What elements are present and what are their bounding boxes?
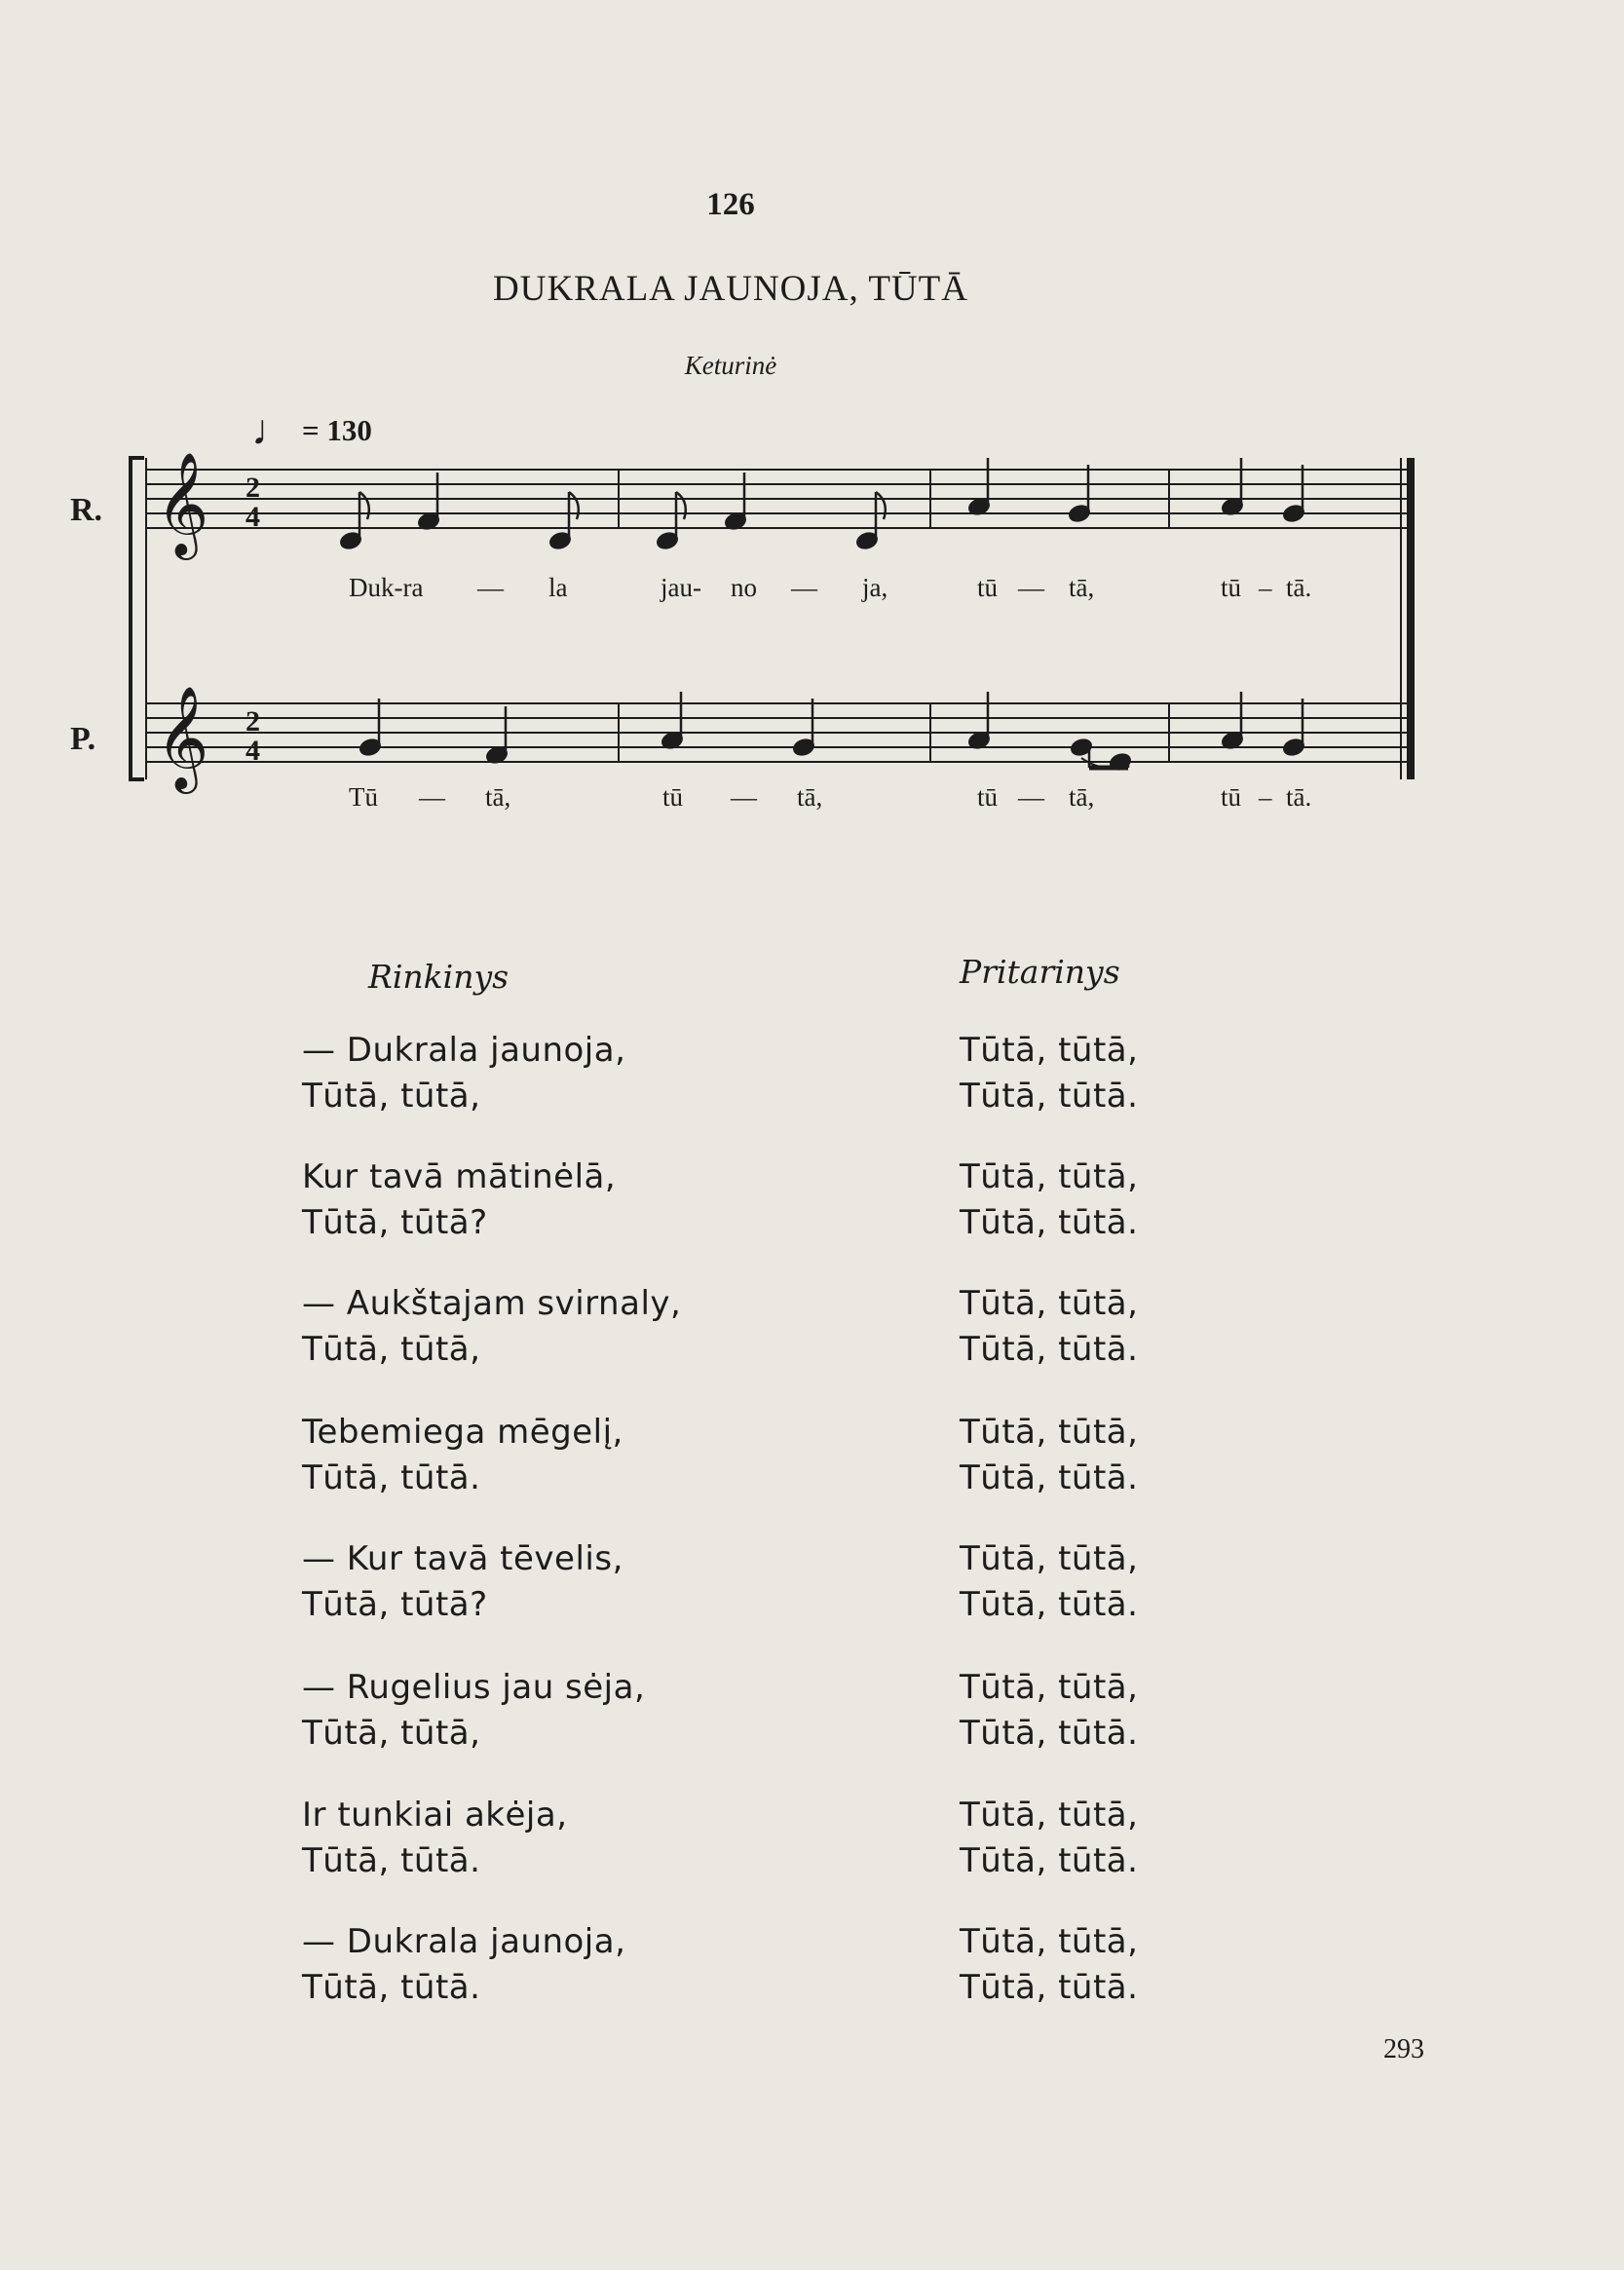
stanza-right-line: Tūtā, tūtā. — [960, 1968, 1139, 2007]
column-heading-rinkinys: Rinkinys — [368, 958, 510, 996]
time-sig-top-p: 2 — [245, 705, 260, 738]
stanza-right-line: Tūtā, tūtā. — [960, 1330, 1139, 1369]
lyric-dash: – — [1259, 573, 1272, 602]
stanza-right-line: Tūtā, tūtā, — [960, 1796, 1139, 1835]
lyric-dash: – — [1259, 782, 1272, 812]
stanza-right-line: Tūtā, tūtā. — [960, 1714, 1139, 1753]
barlines — [619, 458, 1401, 779]
stanza-right-line: Tūtā, tūtā, — [960, 1922, 1139, 1961]
stanza-right-line: Tūtā, tūtā. — [960, 1841, 1139, 1880]
stanza-left-line: — Dukrala jaunoja, — [302, 1031, 626, 1070]
note — [548, 492, 579, 550]
note — [656, 492, 686, 550]
stanza-left-line: Tūtā, tūtā, — [302, 1330, 481, 1369]
lyric-syllable: tā, — [1069, 573, 1095, 602]
stanza-left-line: Tūtā, tūtā? — [302, 1203, 488, 1242]
lyric-syllable: tū — [1221, 573, 1242, 602]
stanza-right-line: Tūtā, tūtā. — [960, 1077, 1139, 1116]
stanza-right-line: Tūtā, tūtā, — [960, 1413, 1139, 1452]
stanza-left-line: Tūtā, tūtā? — [302, 1585, 488, 1624]
stanza-right-line: Tūtā, tūtā, — [960, 1157, 1139, 1196]
stanza-right-line: Tūtā, tūtā. — [960, 1203, 1139, 1242]
note — [792, 699, 815, 757]
lyric-syllable: ja, — [862, 573, 888, 602]
stanza-right-line: Tūtā, tūtā, — [960, 1284, 1139, 1323]
stanza-right-line: Tūtā, tūtā. — [960, 1458, 1139, 1497]
lyric-syllable: tā, — [1069, 782, 1095, 812]
note — [967, 692, 991, 750]
note — [417, 473, 440, 531]
stanza-left-line: Tūtā, tūtā, — [302, 1714, 481, 1753]
lyric-syllable: tā, — [797, 782, 823, 812]
note — [855, 492, 886, 550]
note — [359, 699, 382, 757]
song-subtitle: Keturinė — [684, 351, 777, 380]
treble-clef-icon-r: 𝄞 — [156, 451, 209, 555]
lyric-dash: — — [419, 782, 445, 812]
lyric-syllable: no — [731, 573, 757, 602]
lyric-syllable: la — [548, 573, 568, 602]
part-label-p: P. — [70, 721, 96, 757]
note — [485, 706, 509, 765]
note — [1068, 465, 1091, 523]
page-number: 293 — [1383, 2034, 1424, 2064]
lyric-dash: — — [731, 782, 757, 812]
lyric-dash: — — [1018, 782, 1044, 812]
lyric-dash: — — [1018, 573, 1044, 602]
part-label-r: R. — [70, 492, 103, 528]
column-heading-pritarinys: Pritarinys — [960, 953, 1120, 991]
lyric-syllable: tū — [977, 573, 999, 602]
music-score — [0, 0, 1624, 877]
lyric-syllable: tū — [977, 782, 999, 812]
lyric-syllable: Tū — [349, 782, 378, 812]
stanza-left-line: Tūtā, tūtā. — [302, 1841, 481, 1880]
quarter-note-icon: ♩ — [251, 406, 294, 454]
note — [1221, 458, 1244, 516]
stanza-left-line: Tūtā, tūtā, — [302, 1077, 481, 1116]
song-title: DUKRALA JAUNOJA, TŪTĀ — [493, 269, 968, 309]
treble-clef-icon-p: 𝄞 — [156, 685, 209, 789]
note — [967, 458, 991, 516]
lyric-syllable: tū — [1221, 782, 1242, 812]
note — [661, 692, 684, 750]
stanza-left-line: Tebemiega mēgelį, — [302, 1413, 623, 1452]
stanza-right-line: Tūtā, tūtā, — [960, 1031, 1139, 1070]
time-sig-bottom-p: 4 — [245, 735, 260, 767]
note — [339, 492, 369, 550]
time-sig-bottom-r: 4 — [245, 501, 260, 533]
lyric-syllable: jau- — [661, 573, 701, 602]
stanza-right-line: Tūtā, tūtā, — [960, 1539, 1139, 1578]
song-number: 126 — [706, 187, 755, 222]
stanza-right-line: Tūtā, tūtā, — [960, 1668, 1139, 1707]
lyric-syllable: tā. — [1286, 573, 1312, 602]
stanza-left-line: — Kur tavā tēvelis, — [302, 1539, 623, 1578]
lyric-syllable: tū — [662, 782, 684, 812]
stanza-left-line: Kur tavā mātinėlā, — [302, 1157, 617, 1196]
stanza-left-line: Tūtā, tūtā. — [302, 1458, 481, 1497]
tempo-value: = 130 — [302, 413, 372, 447]
notes-r — [339, 458, 1305, 550]
staff-r — [146, 470, 1413, 528]
note — [1221, 692, 1244, 750]
lyric-syllable: Duk-ra — [349, 573, 424, 602]
lyric-syllable: tā, — [485, 782, 511, 812]
note — [724, 473, 747, 531]
staff-p — [146, 703, 1413, 762]
stanza-left-line: — Aukštajam svirnaly, — [302, 1284, 682, 1323]
note — [1282, 699, 1305, 757]
stanza-left-line: Ir tunkiai akėja, — [302, 1796, 568, 1835]
stanza-left-line: — Rugelius jau sėja, — [302, 1668, 646, 1707]
stanza-right-line: Tūtā, tūtā. — [960, 1585, 1139, 1624]
lyric-dash: — — [791, 573, 817, 602]
stanza-left-line: — Dukrala jaunoja, — [302, 1922, 626, 1961]
stanza-left-line: Tūtā, tūtā. — [302, 1968, 481, 2007]
time-sig-top-r: 2 — [245, 472, 260, 504]
lyric-syllable: tā. — [1286, 782, 1312, 812]
lyric-dash: — — [477, 573, 504, 602]
system-bracket — [131, 458, 144, 779]
note — [1282, 465, 1305, 523]
